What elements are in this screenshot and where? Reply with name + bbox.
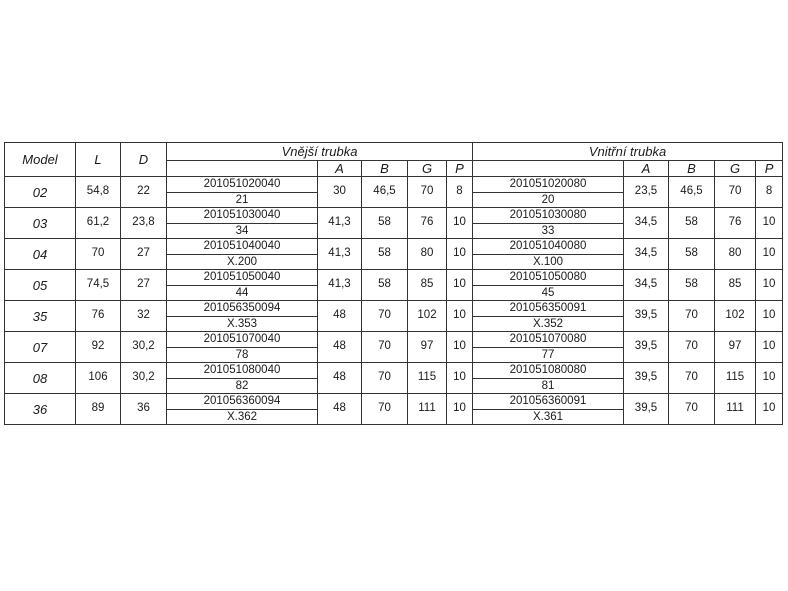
header-inner-B: B [669, 161, 715, 177]
header-row [5, 143, 783, 161]
inner-P-cell: 10 [756, 208, 783, 239]
outer-code-cell-number: 201051070040 [167, 332, 317, 348]
inner-P-cell: 10 [756, 301, 783, 332]
diameter-cell: 22 [121, 177, 167, 208]
model-cell: 35 [5, 301, 76, 332]
outer-P-cell: 10 [447, 332, 473, 363]
outer-G-cell: 97 [408, 332, 447, 363]
diameter-cell: 32 [121, 301, 167, 332]
inner-code-cell-designation: 81 [541, 379, 555, 392]
header-inner-code [473, 161, 624, 177]
outer-G-cell: 80 [408, 239, 447, 270]
diameter-cell: 27 [121, 239, 167, 270]
inner-A-cell: 34,5 [624, 270, 669, 301]
outer-P-cell: 10 [447, 239, 473, 270]
header-inner-tube: Vnitřní trubka [473, 143, 783, 161]
length-cell: 54,8 [76, 177, 121, 208]
outer-A-cell: 48 [318, 363, 362, 394]
outer-P-cell: 10 [447, 208, 473, 239]
outer-P-cell: 8 [447, 177, 473, 208]
inner-G-cell: 80 [715, 239, 756, 270]
inner-code-cell-number: 201051020080 [473, 177, 623, 193]
inner-code-cell [473, 332, 624, 363]
model-cell: 03 [5, 208, 76, 239]
outer-code-cell [167, 270, 318, 301]
inner-B-cell: 70 [669, 332, 715, 363]
inner-code-cell-designation: 77 [541, 348, 555, 361]
inner-A-cell: 34,5 [624, 239, 669, 270]
table-row [5, 332, 783, 363]
length-cell: 61,2 [76, 208, 121, 239]
outer-A-cell: 41,3 [318, 270, 362, 301]
outer-code-cell-number: 201056360094 [167, 394, 317, 410]
outer-B-cell: 58 [362, 270, 408, 301]
inner-B-cell: 70 [669, 301, 715, 332]
inner-code-cell-designation: 20 [541, 193, 555, 206]
inner-G-cell: 70 [715, 177, 756, 208]
inner-code-cell [473, 301, 624, 332]
outer-B-cell: 46,5 [362, 177, 408, 208]
length-cell: 89 [76, 394, 121, 425]
header-outer-B: B [362, 161, 408, 177]
outer-code-cell-designation: X.362 [226, 410, 258, 423]
table-row [5, 301, 783, 332]
inner-A-cell: 39,5 [624, 332, 669, 363]
outer-B-cell: 58 [362, 208, 408, 239]
inner-G-cell: 102 [715, 301, 756, 332]
header-D: D [121, 143, 167, 177]
outer-code-cell [167, 239, 318, 270]
table-row [5, 270, 783, 301]
diameter-cell: 27 [121, 270, 167, 301]
length-cell: 70 [76, 239, 121, 270]
outer-code-cell-designation: 78 [235, 348, 249, 361]
outer-A-cell: 41,3 [318, 239, 362, 270]
inner-B-cell: 58 [669, 270, 715, 301]
inner-code-cell [473, 239, 624, 270]
outer-G-cell: 85 [408, 270, 447, 301]
diameter-cell: 30,2 [121, 332, 167, 363]
model-cell: 05 [5, 270, 76, 301]
diameter-cell: 23,8 [121, 208, 167, 239]
inner-P-cell: 10 [756, 270, 783, 301]
outer-code-cell-designation: 44 [235, 286, 249, 299]
inner-A-cell: 23,5 [624, 177, 669, 208]
diameter-cell: 30,2 [121, 363, 167, 394]
diameter-cell: 36 [121, 394, 167, 425]
inner-G-cell: 115 [715, 363, 756, 394]
outer-G-cell: 102 [408, 301, 447, 332]
model-cell: 02 [5, 177, 76, 208]
header-outer-P: P [447, 161, 473, 177]
header-inner-P: P [756, 161, 783, 177]
inner-code-cell [473, 363, 624, 394]
table-row [5, 208, 783, 239]
inner-B-cell: 70 [669, 363, 715, 394]
outer-code-cell-number: 201051080040 [167, 363, 317, 379]
outer-code-cell-designation: X.200 [226, 255, 258, 268]
table-row [5, 239, 783, 270]
inner-B-cell: 58 [669, 239, 715, 270]
outer-P-cell: 10 [447, 301, 473, 332]
length-cell: 74,5 [76, 270, 121, 301]
inner-A-cell: 39,5 [624, 301, 669, 332]
inner-G-cell: 111 [715, 394, 756, 425]
outer-code-cell-number: 201051050040 [167, 270, 317, 286]
outer-code-cell [167, 177, 318, 208]
outer-code-cell-number: 201051040040 [167, 239, 317, 255]
inner-code-cell-number: 201051080080 [473, 363, 623, 379]
table-row [5, 363, 783, 394]
outer-G-cell: 76 [408, 208, 447, 239]
inner-B-cell: 58 [669, 208, 715, 239]
table-row [5, 177, 783, 208]
inner-code-cell-designation: 45 [541, 286, 555, 299]
outer-code-cell [167, 332, 318, 363]
model-cell: 08 [5, 363, 76, 394]
outer-code-cell-designation: X.353 [226, 317, 258, 330]
inner-code-cell [473, 270, 624, 301]
outer-B-cell: 70 [362, 394, 408, 425]
length-cell: 92 [76, 332, 121, 363]
outer-P-cell: 10 [447, 270, 473, 301]
outer-P-cell: 10 [447, 363, 473, 394]
header-inner-A: A [624, 161, 669, 177]
inner-code-cell-designation: X.100 [532, 255, 564, 268]
table-row [5, 394, 783, 425]
outer-code-cell-designation: 82 [235, 379, 249, 392]
outer-G-cell: 115 [408, 363, 447, 394]
model-cell: 04 [5, 239, 76, 270]
outer-code-cell [167, 208, 318, 239]
outer-code-cell-number: 201056350094 [167, 301, 317, 317]
inner-code-cell-designation: 33 [541, 224, 555, 237]
header-L: L [76, 143, 121, 177]
outer-B-cell: 58 [362, 239, 408, 270]
outer-A-cell: 48 [318, 394, 362, 425]
inner-code-cell [473, 177, 624, 208]
inner-code-cell-number: 201051050080 [473, 270, 623, 286]
inner-B-cell: 70 [669, 394, 715, 425]
outer-A-cell: 48 [318, 301, 362, 332]
inner-code-cell-number: 201051030080 [473, 208, 623, 224]
inner-code-cell [473, 394, 624, 425]
outer-code-cell [167, 301, 318, 332]
outer-P-cell: 10 [447, 394, 473, 425]
inner-code-cell-designation: X.352 [532, 317, 564, 330]
outer-A-cell: 30 [318, 177, 362, 208]
header-model: Model [5, 143, 76, 177]
model-cell: 07 [5, 332, 76, 363]
outer-B-cell: 70 [362, 332, 408, 363]
outer-A-cell: 48 [318, 332, 362, 363]
inner-code-cell-designation: X.361 [532, 410, 564, 423]
inner-A-cell: 39,5 [624, 363, 669, 394]
outer-A-cell: 41,3 [318, 208, 362, 239]
inner-P-cell: 10 [756, 332, 783, 363]
header-inner-G: G [715, 161, 756, 177]
inner-A-cell: 34,5 [624, 208, 669, 239]
inner-G-cell: 76 [715, 208, 756, 239]
inner-P-cell: 10 [756, 239, 783, 270]
outer-G-cell: 70 [408, 177, 447, 208]
length-cell: 106 [76, 363, 121, 394]
header-outer-A: A [318, 161, 362, 177]
inner-G-cell: 97 [715, 332, 756, 363]
outer-code-cell [167, 394, 318, 425]
model-cell: 36 [5, 394, 76, 425]
inner-code-cell-number: 201051040080 [473, 239, 623, 255]
inner-code-cell-number: 201056360091 [473, 394, 623, 410]
inner-A-cell: 39,5 [624, 394, 669, 425]
header-outer-code [167, 161, 318, 177]
inner-P-cell: 10 [756, 394, 783, 425]
header-outer-G: G [408, 161, 447, 177]
inner-code-cell-number: 201056350091 [473, 301, 623, 317]
spec-table [4, 142, 783, 425]
length-cell: 76 [76, 301, 121, 332]
outer-code-cell-number: 201051020040 [167, 177, 317, 193]
outer-code-cell-designation: 34 [235, 224, 249, 237]
outer-B-cell: 70 [362, 363, 408, 394]
inner-P-cell: 8 [756, 177, 783, 208]
outer-G-cell: 111 [408, 394, 447, 425]
inner-G-cell: 85 [715, 270, 756, 301]
inner-code-cell [473, 208, 624, 239]
inner-B-cell: 46,5 [669, 177, 715, 208]
table-body [5, 177, 783, 425]
inner-P-cell: 10 [756, 363, 783, 394]
inner-code-cell-number: 201051070080 [473, 332, 623, 348]
outer-code-cell [167, 363, 318, 394]
outer-code-cell-designation: 21 [235, 193, 249, 206]
outer-code-cell-number: 201051030040 [167, 208, 317, 224]
header-outer-tube: Vnější trubka [167, 143, 473, 161]
outer-B-cell: 70 [362, 301, 408, 332]
